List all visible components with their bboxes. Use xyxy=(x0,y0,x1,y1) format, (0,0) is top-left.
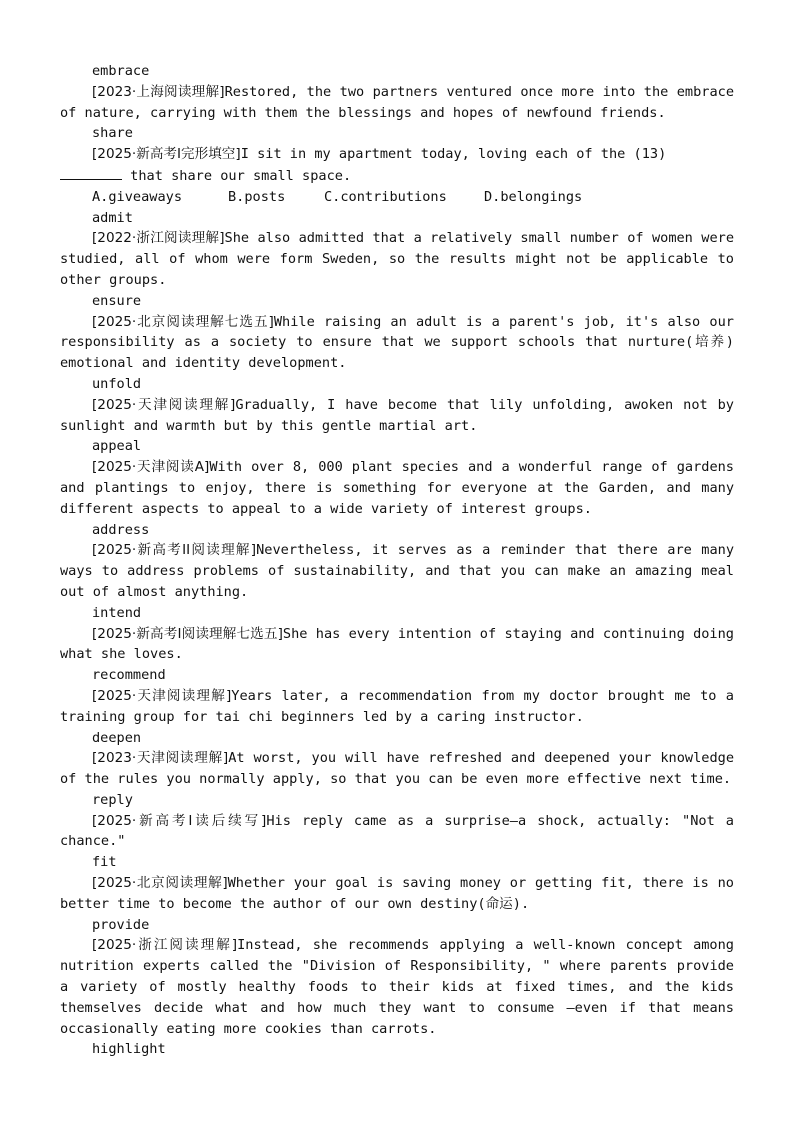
example-sentence xyxy=(60,686,734,728)
source-tag: [2025·北京阅读理解七选五] xyxy=(92,313,274,330)
vocab-word: intend xyxy=(92,604,142,621)
sentence-text: His reply came as a surprise—a shock, actually: "Not a chance." xyxy=(60,812,734,850)
answer-options xyxy=(60,187,734,208)
option-d: D.belongings xyxy=(484,188,583,205)
source-tag: [2025·新高考II阅读理解] xyxy=(92,542,257,559)
sentence-text: Restored, the two partners ventured once more into the embrace of nature, carrying with them the blessings and hopes of newfound friends. xyxy=(60,83,735,121)
document-page xyxy=(60,61,734,1060)
sentence-text: Instead, she recommends applying a well-known concept among nutrition experts called the "Division of Responsibility, " where parents provide a variety of mostly healthy foods to their kids at fixed times, and the kids themselves decide what and how much they want to consume —even if that means occasionally eating more cookies than carrots. xyxy=(60,937,734,1037)
source-tag: [2025·浙江阅读理解] xyxy=(92,937,238,954)
answer-blank xyxy=(60,165,122,180)
example-sentence xyxy=(60,144,734,187)
vocab-word: unfold xyxy=(92,375,142,392)
sentence-text: Years later, a recommendation from my doctor brought me to a training group for tai chi beginners led by a caring instructor. xyxy=(60,687,734,725)
sentence-text: While raising an adult is a parent's job, it's also our responsibility as a society to ensure that we support schools that nurture(培养) emotional and identity development. xyxy=(60,313,734,372)
example-sentence xyxy=(60,624,734,666)
source-tag: [2025·天津阅读A] xyxy=(92,459,210,476)
sentence-text: Whether your goal is saving money or getting fit, there is no better time to become the author of our own destiny(命运). xyxy=(60,875,734,912)
vocab-word: fit xyxy=(92,854,117,871)
sentence-text: Gradually, I have become that lily unfolding, awoken not by sunlight and warmth but by this gentle martial art. xyxy=(60,396,734,434)
example-sentence xyxy=(60,540,734,602)
example-sentence xyxy=(60,457,734,519)
vocab-word: embrace xyxy=(92,63,150,79)
source-tag: [2025·天津阅读理解] xyxy=(92,687,232,704)
option-c: C.contributions xyxy=(324,188,447,205)
source-tag: [2023·天津阅读理解] xyxy=(92,750,229,767)
sentence-text: She also admitted that a relatively small number of women were studied, all of whom were form Sweden, so the results might not be applicable to other groups. xyxy=(60,230,734,288)
option-a: A.giveaways xyxy=(92,188,183,205)
vocab-word: highlight xyxy=(92,1041,166,1058)
example-sentence xyxy=(60,228,734,290)
example-sentence xyxy=(60,395,734,437)
vocab-word: ensure xyxy=(92,292,142,309)
option-b: B.posts xyxy=(228,188,286,205)
source-tag: [2022·浙江阅读理解] xyxy=(92,230,225,247)
vocab-word: appeal xyxy=(92,438,142,455)
vocab-word: deepen xyxy=(92,729,142,746)
source-tag: [2023·上海阅读理解] xyxy=(92,83,225,100)
sentence-text: With over 8, 000 plant species and a wonderful range of gardens and plantings to enjoy, there is something for everyone at the Garden, and many different aspects to appeal to a wide variety of interest groups. xyxy=(60,459,734,517)
source-tag: [2025·北京阅读理解] xyxy=(92,875,228,892)
sentence-text: At worst, you will have refreshed and deepened your knowledge of the rules you normally apply, so that you can be even more effective next time. xyxy=(60,750,735,788)
sentence-text-continued: that share our small space. xyxy=(122,167,352,184)
example-sentence xyxy=(60,82,734,124)
sentence-text: She has every intention of staying and continuing doing what she loves. xyxy=(60,625,734,663)
source-tag: [2025·新高考Ⅰ完形填空] xyxy=(92,146,241,163)
vocab-word: reply xyxy=(92,791,133,808)
example-sentence xyxy=(60,312,734,374)
source-tag: [2025·新高考Ⅰ阅读理解七选五] xyxy=(92,625,283,642)
sentence-text: Nevertheless, it serves as a reminder that there are many ways to address problems of sustainability, and that you can make an amazing meal out of almost anything. xyxy=(60,542,735,600)
example-sentence xyxy=(60,811,734,853)
vocab-word: admit xyxy=(92,209,133,226)
example-sentence xyxy=(60,873,734,915)
sentence-text: I sit in my apartment today, loving each of the (13) xyxy=(240,146,667,163)
source-tag: [2025·天津阅读理解] xyxy=(92,396,236,413)
example-sentence xyxy=(60,935,734,1039)
vocab-word: share xyxy=(92,125,133,142)
vocab-word: address xyxy=(92,521,150,538)
source-tag: [2025·新高考Ⅰ读后续写] xyxy=(92,812,267,829)
vocab-word: recommend xyxy=(92,667,166,684)
example-sentence xyxy=(60,748,734,790)
vocab-word: provide xyxy=(92,916,150,933)
